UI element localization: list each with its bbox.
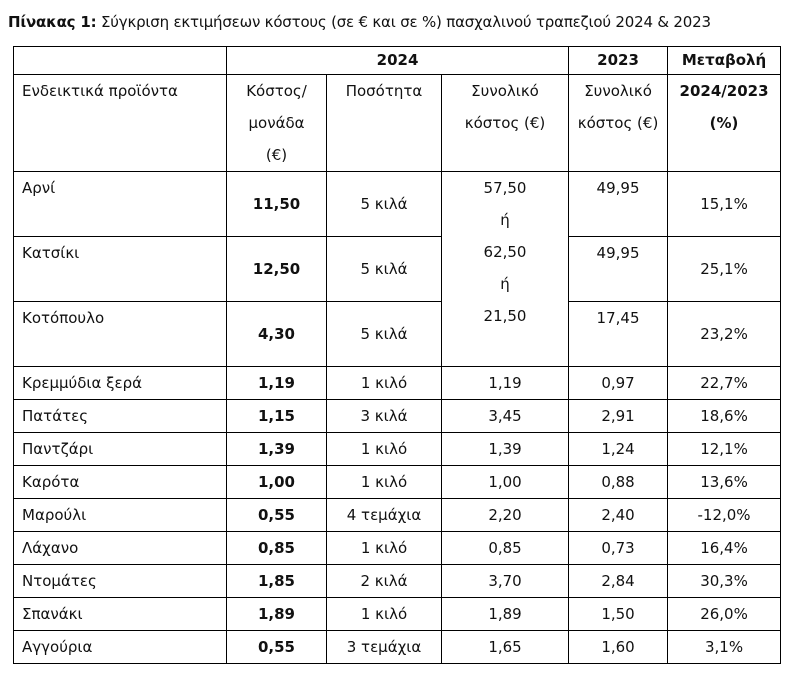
total-2024-cell: 1,19 xyxy=(442,367,569,400)
cost-2023-cell: 0,73 xyxy=(569,532,668,565)
header-year-2023: 2023 xyxy=(569,47,668,75)
product-cell: Παντζάρι xyxy=(14,433,227,466)
header-products: Ενδεικτικά προϊόντα xyxy=(14,75,227,172)
unit-cost-cell: 0,55 xyxy=(227,631,327,664)
change-cell: 23,2% xyxy=(668,302,781,367)
total-2024-merged-cell xyxy=(442,172,569,367)
product-cell: Πατάτες xyxy=(14,400,227,433)
header-quantity: Ποσότητα xyxy=(327,75,442,172)
table-row xyxy=(14,466,781,499)
unit-cost-cell: 0,85 xyxy=(227,532,327,565)
table-row xyxy=(14,565,781,598)
total-2024-cell: 3,70 xyxy=(442,565,569,598)
total-2024-cell: 0,85 xyxy=(442,532,569,565)
cost-2023-cell: 17,45 xyxy=(569,302,668,367)
cost-2023-cell: 2,91 xyxy=(569,400,668,433)
change-cell: 15,1% xyxy=(668,172,781,237)
unit-cost-cell: 4,30 xyxy=(227,302,327,367)
product-cell: Κοτόπουλο xyxy=(14,302,227,367)
change-cell: 26,0% xyxy=(668,598,781,631)
cost-2023-cell: 49,95 xyxy=(569,237,668,302)
header-total-2023: Συνολικό κόστος (€) xyxy=(569,75,668,172)
caption-text: Σύγκριση εκτιμήσεων κόστους (σε € και σε %) πασχαλινού τραπεζιού 2024 & 2023 xyxy=(96,13,711,31)
quantity-cell: 3 κιλά xyxy=(327,400,442,433)
header-change: 2024/2023 (%) xyxy=(668,75,781,172)
header-year-2024: 2024 xyxy=(227,47,569,75)
cost-2023-cell: 2,84 xyxy=(569,565,668,598)
cost-2023-cell: 0,97 xyxy=(569,367,668,400)
total-2024-cell: 1,65 xyxy=(442,631,569,664)
change-cell: 16,4% xyxy=(668,532,781,565)
total-2024-cell: 2,20 xyxy=(442,499,569,532)
quantity-cell: 5 κιλά xyxy=(327,172,442,237)
product-cell: Αγγούρια xyxy=(14,631,227,664)
unit-cost-cell: 1,00 xyxy=(227,466,327,499)
change-cell: 22,7% xyxy=(668,367,781,400)
header-empty-cell xyxy=(14,47,227,75)
change-cell: 25,1% xyxy=(668,237,781,302)
table-row xyxy=(14,532,781,565)
header-row-columns xyxy=(14,75,781,172)
cost-2023-cell: 2,40 xyxy=(569,499,668,532)
table-caption xyxy=(8,13,711,31)
quantity-cell: 5 κιλά xyxy=(327,237,442,302)
change-cell: 12,1% xyxy=(668,433,781,466)
header-change-title: Μεταβολή xyxy=(668,47,781,75)
table-row xyxy=(14,237,781,302)
cost-2023-cell: 49,95 xyxy=(569,172,668,237)
unit-cost-cell: 11,50 xyxy=(227,172,327,237)
header-total-2024: Συνολικό κόστος (€) xyxy=(442,75,569,172)
table-row xyxy=(14,598,781,631)
table-row xyxy=(14,499,781,532)
header-row-years xyxy=(14,47,781,75)
product-cell: Κατσίκι xyxy=(14,237,227,302)
quantity-cell: 2 κιλά xyxy=(327,565,442,598)
quantity-cell: 1 κιλό xyxy=(327,367,442,400)
change-cell: -12,0% xyxy=(668,499,781,532)
product-cell: Αρνί xyxy=(14,172,227,237)
total-2024-cell: 3,45 xyxy=(442,400,569,433)
unit-cost-cell: 1,89 xyxy=(227,598,327,631)
product-cell: Ντομάτες xyxy=(14,565,227,598)
product-cell: Σπανάκι xyxy=(14,598,227,631)
table-row xyxy=(14,433,781,466)
quantity-cell: 1 κιλό xyxy=(327,466,442,499)
table-row xyxy=(14,400,781,433)
table-row xyxy=(14,302,781,367)
change-cell: 3,1% xyxy=(668,631,781,664)
unit-cost-cell: 0,55 xyxy=(227,499,327,532)
cost-comparison-table xyxy=(13,46,781,664)
cost-2023-cell: 1,24 xyxy=(569,433,668,466)
product-cell: Κρεμμύδια ξερά xyxy=(14,367,227,400)
quantity-cell: 1 κιλό xyxy=(327,598,442,631)
cost-2023-cell: 1,50 xyxy=(569,598,668,631)
unit-cost-cell: 1,19 xyxy=(227,367,327,400)
caption-label: Πίνακας 1: xyxy=(8,13,97,31)
product-cell: Λάχανο xyxy=(14,532,227,565)
total-2024-line: ή xyxy=(500,275,510,293)
quantity-cell: 3 τεμάχια xyxy=(327,631,442,664)
product-cell: Καρότα xyxy=(14,466,227,499)
table-row xyxy=(14,172,781,237)
product-cell: Μαρούλι xyxy=(14,499,227,532)
unit-cost-cell: 1,39 xyxy=(227,433,327,466)
unit-cost-cell: 12,50 xyxy=(227,237,327,302)
unit-cost-cell: 1,85 xyxy=(227,565,327,598)
total-2024-line: ή xyxy=(500,211,510,229)
change-cell: 30,3% xyxy=(668,565,781,598)
cost-2023-cell: 1,60 xyxy=(569,631,668,664)
total-2024-cell: 1,39 xyxy=(442,433,569,466)
total-2024-cell: 1,89 xyxy=(442,598,569,631)
table-row xyxy=(14,631,781,664)
quantity-cell: 4 τεμάχια xyxy=(327,499,442,532)
change-cell: 18,6% xyxy=(668,400,781,433)
quantity-cell: 1 κιλό xyxy=(327,532,442,565)
total-2024-line: 57,50 xyxy=(483,179,527,197)
table-row xyxy=(14,367,781,400)
quantity-cell: 5 κιλά xyxy=(327,302,442,367)
total-2024-cell: 1,00 xyxy=(442,466,569,499)
quantity-cell: 1 κιλό xyxy=(327,433,442,466)
total-2024-line: 62,50 xyxy=(483,243,527,261)
cost-2023-cell: 0,88 xyxy=(569,466,668,499)
unit-cost-cell: 1,15 xyxy=(227,400,327,433)
change-cell: 13,6% xyxy=(668,466,781,499)
total-2024-line: 21,50 xyxy=(483,307,527,325)
header-unit-cost: Κόστος/ μονάδα (€) xyxy=(227,75,327,172)
